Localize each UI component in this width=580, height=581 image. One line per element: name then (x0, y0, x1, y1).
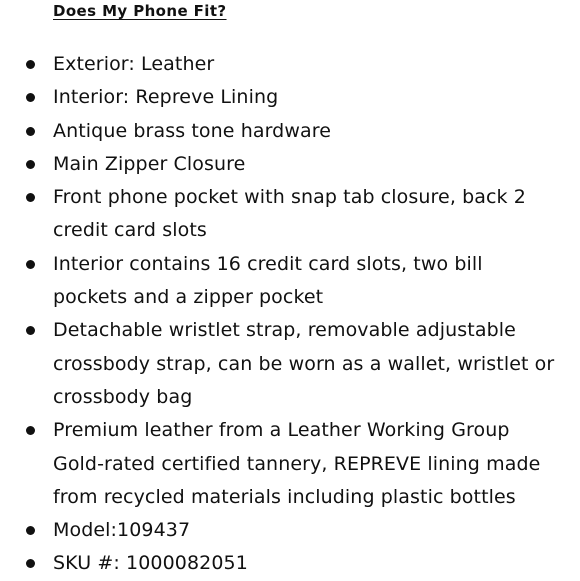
bullet-icon (26, 260, 35, 269)
feature-text: Exterior: Leather (53, 53, 215, 75)
feature-item (0, 547, 560, 580)
feature-item (0, 514, 560, 547)
bullet-icon (26, 60, 35, 69)
feature-item (0, 248, 560, 315)
model-number: Model:109437 (53, 519, 191, 542)
feature-text: Front phone pocket with snap tab closure, back 2 credit card slots (53, 186, 526, 242)
bullet-icon (26, 326, 35, 335)
feature-text: Premium leather from a Leather Working Group Gold-rated certified tannery, REPREVE lining made from recycled materials including plastic bottles (53, 419, 541, 508)
feature-item (0, 181, 560, 248)
feature-item (0, 414, 560, 514)
feature-text: Interior: Repreve Lining (53, 86, 279, 109)
feature-item (0, 48, 560, 81)
feature-text: Detachable wristlet strap, removable adjustable crossbody strap, can be worn as a wallet, wristlet or crossbody bag (53, 319, 555, 408)
feature-list (0, 48, 560, 581)
feature-item (0, 81, 560, 114)
bullet-icon (26, 93, 35, 102)
feature-item (0, 115, 560, 148)
bullet-icon (26, 127, 35, 136)
feature-text: Interior contains 16 credit card slots, two bill pockets and a zipper pocket (53, 252, 483, 309)
feature-text: Main Zipper Closure (53, 152, 246, 175)
bullet-icon (26, 193, 35, 202)
bullet-icon (26, 160, 35, 169)
feature-item (0, 314, 560, 414)
bullet-icon (26, 559, 35, 568)
sku-number: SKU #: 1000082051 (53, 552, 248, 575)
feature-item (0, 148, 560, 181)
phone-fit-link[interactable]: Does My Phone Fit? (53, 2, 227, 20)
bullet-icon (26, 426, 35, 435)
feature-text: Antique brass tone hardware (53, 119, 331, 142)
bullet-icon (26, 526, 35, 535)
